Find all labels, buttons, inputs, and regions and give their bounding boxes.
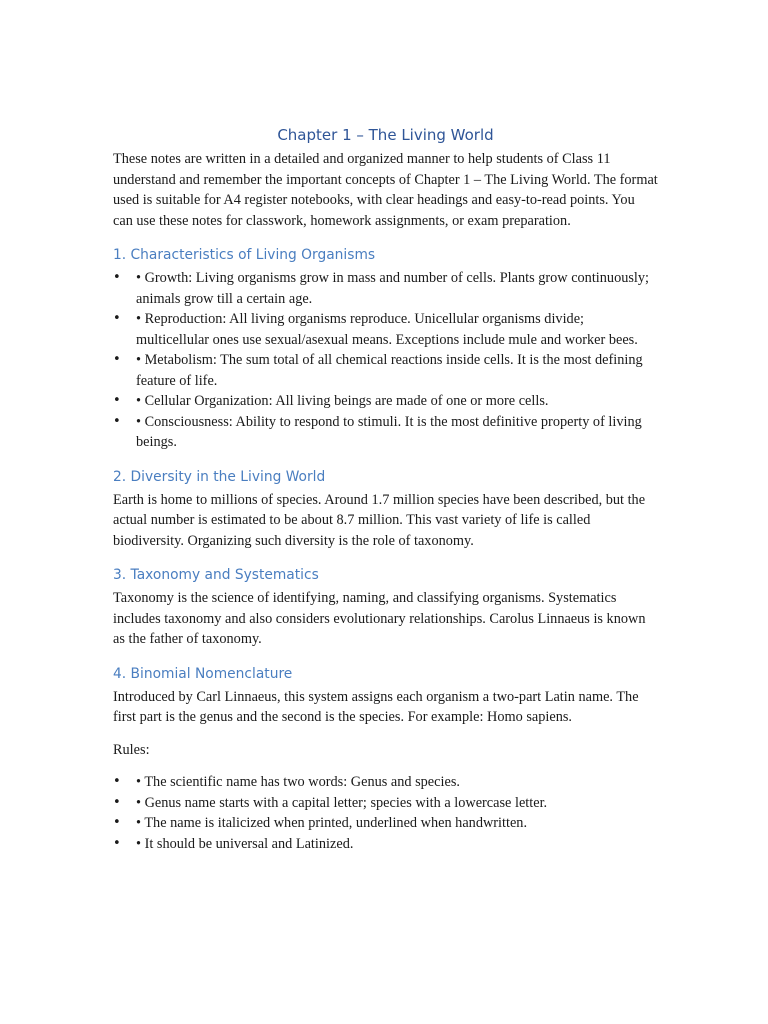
list-item-text: • Growth: Living organisms grow in mass and number of cells. Plants grow continuously; animals grow till a certain age. — [136, 270, 650, 307]
bullet-icon: • — [113, 393, 121, 408]
bullet-list — [113, 772, 658, 854]
list-item-text: • Genus name starts with a capital letter; species with a lowercase letter. — [136, 794, 548, 811]
list-item-text: • The name is italicized when printed, underlined when handwritten. — [136, 815, 528, 831]
bullet-list — [113, 268, 658, 453]
list-item-text: • Metabolism: The sum total of all chemical reactions inside cells. It is the most defining feature of life. — [136, 352, 643, 389]
bullet-icon: • — [113, 413, 121, 429]
document-title: Chapter 1 – The Living World — [277, 126, 494, 144]
list-item — [113, 350, 658, 391]
list-item-text: • Cellular Organization: All living beings are made of one or more cells. — [136, 393, 549, 409]
list-item-text: • It should be universal and Latinized. — [136, 835, 354, 852]
intro-paragraph: These notes are written in a detailed and organized manner to help students of Class 11 understand and remember the important concepts of Chapter 1 – The Living World. The format used is suitable for A4 register notebooks, with clear headings and easy-to-read points. You can use these notes for classwork, homework assignments, or exam preparation. — [113, 151, 658, 229]
section-heading: 3. Taxonomy and Systematics — [113, 567, 319, 583]
document-page — [113, 124, 658, 854]
bullet-icon: • — [113, 352, 121, 367]
section-diversity — [113, 466, 658, 552]
section-heading: 1. Characteristics of Living Organisms — [113, 247, 376, 263]
list-item — [113, 793, 658, 814]
section-heading: 2. Diversity in the Living World — [113, 468, 326, 485]
list-item-text: • Reproduction: All living organisms reproduce. Unicellular organisms divide; multicellular ones use sexual/asexual means. Exceptions include mule and worker bees. — [136, 311, 638, 348]
section-characteristics — [113, 244, 658, 453]
list-item-text: • The scientific name has two words: Genus and species. — [136, 774, 460, 790]
bullet-icon: • — [113, 311, 121, 326]
list-item — [113, 309, 658, 350]
rules-label: Rules: — [113, 741, 150, 758]
bullet-icon: • — [113, 270, 121, 285]
section-taxonomy — [113, 564, 658, 650]
bullet-icon: • — [113, 815, 121, 830]
section-binomial-nomenclature — [113, 663, 658, 855]
section-paragraph: Taxonomy is the science of identifying, naming, and classifying organisms. Systematics includes taxonomy and also considers evolutionary relationships. Carolus Linnaeus is known as the father of taxonomy. — [113, 590, 646, 647]
section-paragraph: Introduced by Carl Linnaeus, this system assigns each organism a two-part Latin name. The first part is the genus and the second is the species. For example: Homo sapiens. — [113, 688, 639, 725]
section-paragraph: Earth is home to millions of species. Around 1.7 million species have been described, but the actual number is estimated to be about 8.7 million. This vast variety of life is called biodiversity. Organizing such diversity is the role of taxonomy. — [113, 491, 646, 549]
list-item — [113, 834, 658, 855]
bullet-icon: • — [113, 835, 121, 851]
list-item — [113, 412, 658, 453]
list-item — [113, 268, 658, 309]
section-heading: 4. Binomial Nomenclature — [113, 665, 293, 682]
bullet-icon: • — [113, 794, 121, 810]
list-item-text: • Consciousness: Ability to respond to stimuli. It is the most definitive property of living beings. — [136, 413, 642, 450]
bullet-icon: • — [113, 774, 121, 789]
list-item — [113, 813, 658, 834]
list-item — [113, 391, 658, 412]
list-item — [113, 772, 658, 793]
